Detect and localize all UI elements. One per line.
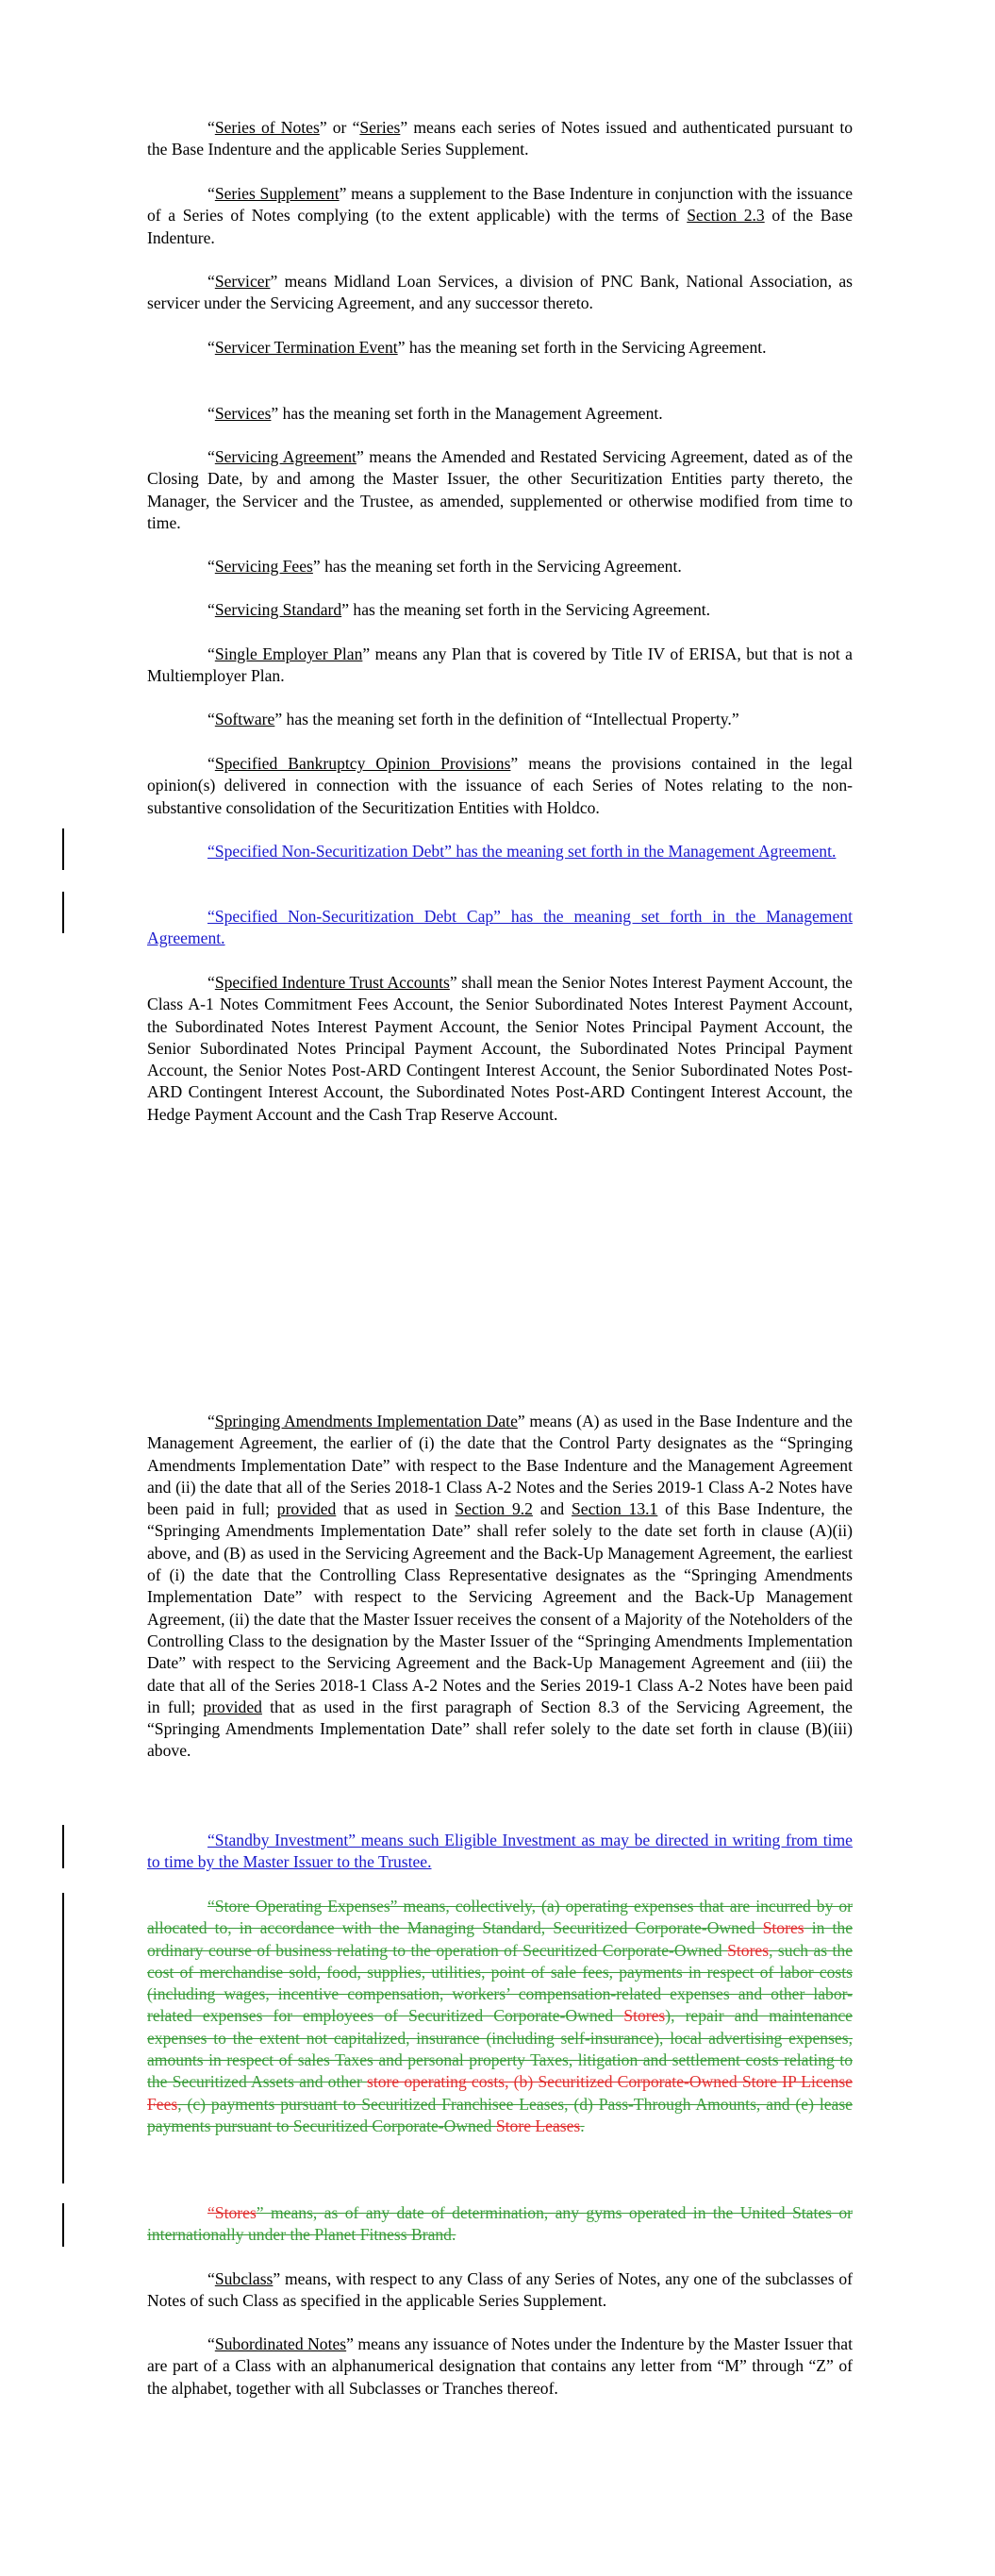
definition-subclass: “Subclass” means, with respect to any Class of any Series of Notes, any one of the subclasses of Notes of such Class as specified in the applicable Series Supplement. <box>147 2269 853 2311</box>
definition-series-of-notes: “Series of Notes” or “Series” means each series of Notes issued and authenticated pursuant to the Base Indenture and the applicable Series Supplement. <box>147 118 854 159</box>
definition-servicing-agreement: “Servicing Agreement” means the Amended and Restated Servicing Agreement, dated as of the Closing Date, by and among the Master Issuer, the other Securitization Entities party thereto, the Manager, the Servicer and the Trustee, as amended, supplemented or otherwise modified from time to time. <box>147 447 854 532</box>
inserted-definition-specified-non-securitization-debt: “Specified Non-Securitization Debt” has the meaning set forth in the Management Agreement. <box>207 842 837 861</box>
definition-services: “Services” has the meaning set forth in the Management Agreement. <box>207 404 663 423</box>
definition-subordinated-notes: “Subordinated Notes” means any issuance of Notes under the Indenture by the Master Issuer that are part of a Class with an alphanumerical designation that contains any letter from “M” through “Z” of the alphabet, together with all Subclasses or Tranches thereof. <box>147 2334 854 2398</box>
inserted-definition-standby-investment: “Standby Investment” means such Eligible Investment as may be directed in writing from time to time by the Master Issuer to the Trustee. <box>147 1831 853 1872</box>
change-bar <box>62 1825 64 1868</box>
deleted-definition-store-operating-expenses: “Store Operating Expenses” means, collectively, (a) operating expenses that are incurred by or allocated to, in accordance with the Managing Standard, Securitized Corporate-Owned Stores in the ordinary course of business relating to the operation of Securitized Corporate-Owned Stores, such as the cost of merchandise sold, food, supplies, utilities, point of sale fees, payments in respect of labor costs (including wages, incentive compensation, workers’ compensation-related expenses and other labor-related expenses for employees of Securitized Corporate-Owned Stores), repair and maintenance expenses to the extent not capitalized, insurance (including self-insurance), local advertising expenses, amounts in respect of sales Taxes and personal property Taxes, litigation and settlement costs relating to the Securitized Assets and other store operating costs, (b) Securitized Corporate-Owned Store IP License Fees, (c) payments pursuant to Securitized Franchisee Leases, (d) Pass-Through Amounts, and (e) lease payments pursuant to Securitized Corporate-Owned Store Leases. <box>147 1897 853 2135</box>
definition-servicing-fees: “Servicing Fees” has the meaning set forth in the Servicing Agreement. <box>207 557 682 576</box>
defined-term: Springing Amendments Implementation Date <box>214 1412 518 1430</box>
defined-term: Servicing Fees <box>214 557 313 576</box>
section-reference: Section 13.1 <box>571 1499 658 1519</box>
defined-term: Single Employer Plan <box>214 644 363 663</box>
defined-term: Subordinated Notes <box>214 2334 347 2353</box>
deleted-definition-stores: “Stores” means, as of any date of determination, any gyms operated in the United States or internationally under the Planet Fitness Brand. <box>147 2203 853 2245</box>
defined-term: Specified Indenture Trust Accounts <box>214 973 450 992</box>
defined-term: Specified Bankruptcy Opinion Provisions <box>214 754 511 773</box>
defined-term: Software <box>214 710 275 728</box>
section-reference: Section 9.2 <box>455 1499 533 1519</box>
definition-servicer-termination-event: “Servicer Termination Event” has the meaning set forth in the Servicing Agreement. <box>207 338 767 357</box>
defined-term: Servicing Standard <box>214 600 342 619</box>
defined-term: Services <box>214 404 272 423</box>
definition-servicing-standard: “Servicing Standard” has the meaning set forth in the Servicing Agreement. <box>207 600 711 619</box>
defined-term: Servicing Agreement <box>214 447 357 466</box>
definition-software: “Software” has the meaning set forth in the definition of “Intellectual Property.” <box>207 710 739 728</box>
change-bar <box>62 1893 64 2183</box>
defined-term: Servicer Termination Event <box>214 338 398 357</box>
proviso: provided <box>276 1499 337 1519</box>
defined-term: Subclass <box>214 2269 274 2288</box>
definition-single-employer-plan: “Single Employer Plan” means any Plan that is covered by Title IV of ERISA, but that is not a Multiemployer Plan. <box>147 644 853 686</box>
change-bar <box>62 2203 64 2247</box>
section-reference: Section 2.3 <box>687 206 765 226</box>
change-bar <box>62 828 64 870</box>
defined-term: Series <box>359 118 401 137</box>
definition-servicer: “Servicer” means Midland Loan Services, a division of PNC Bank, National Association, as servicer under the Servicing Agreement, and any successor thereto. <box>147 272 853 313</box>
change-bar <box>62 892 64 933</box>
defined-term: Servicer <box>214 272 271 291</box>
defined-term: Series of Notes <box>214 118 320 137</box>
definition-series-supplement: “Series Supplement” means a supplement to the Base Indenture in conjunction with the issuance of a Series of Notes complying (to the extent applicable) with the terms of Section 2.3 of the Base Indenture. <box>147 184 854 247</box>
defined-term: Series Supplement <box>214 184 340 203</box>
definition-springing-amendments-implementation-date: “Springing Amendments Implementation Date” means (A) as used in the Base Indenture and the Management Agreement, the earlier of (i) the date that the Control Party designates as the “Springing Amendments Implementation Date” with respect to the Base Indenture and the Management Agreement and (ii) the date that all of the Series 2018-1 Class A-2 Notes and the Series 2019-1 Class A-2 Notes have been paid in full; provided that as used in Section 9.2 and Section 13.1 of this Base Indenture, the “Springing Amendments Implementation Date” shall refer solely to the date set forth in clause (A)(ii) above, and (B) as used in the Servicing Agreement and the Back-Up Management Agreement, the earliest of (i) the date that the Controlling Class Representative designates as the “Springing Amendments Implementation Date” with respect to the Servicing Agreement and the Back-Up Management Agreement, (ii) the date that the Master Issuer receives the consent of a Majority of the Noteholders of the Controlling Class to the designation by the Master Issuer of the “Springing Amendments Implementation Date” with respect to the Servicing Agreement and the Back-Up Management Agreement and (iii) the date that all of the Series 2018-1 Class A-2 Notes and the Series 2019-1 Class A-2 Notes have been paid in full; provided that as used in the first paragraph of Section 8.3 of the Servicing Agreement, the “Springing Amendments Implementation Date” shall refer solely to the date set forth in clause (B)(iii) above. <box>147 1412 853 1761</box>
proviso: provided <box>203 1697 262 1716</box>
inserted-definition-specified-non-securitization-debt-cap: “Specified Non-Securitization Debt Cap” has the meaning set forth in the Management Agreement. <box>147 907 853 948</box>
definition-specified-indenture-trust-accounts: “Specified Indenture Trust Accounts” shall mean the Senior Notes Interest Payment Account, the Class A-1 Notes Commitment Fees Account, the Senior Subordinated Notes Interest Payment Account, the Subordinated Notes Interest Payment Account, the Senior Notes Principal Payment Account, the Senior Subordinated Notes Principal Payment Account, the Subordinated Notes Principal Payment Account, the Senior Notes Post-ARD Contingent Interest Account, the Senior Subordinated Notes Post-ARD Contingent Interest Account, the Subordinated Notes Post-ARD Contingent Interest Account, the Hedge Payment Account and the Cash Trap Reserve Account. <box>147 973 853 1124</box>
definition-specified-bankruptcy-opinion-provisions: “Specified Bankruptcy Opinion Provisions” means the provisions contained in the legal opinion(s) delivered in connection with the issuance of each Series of Notes relating to the non-substantive consolidation of the Securitization Entities with Holdco. <box>147 754 853 817</box>
